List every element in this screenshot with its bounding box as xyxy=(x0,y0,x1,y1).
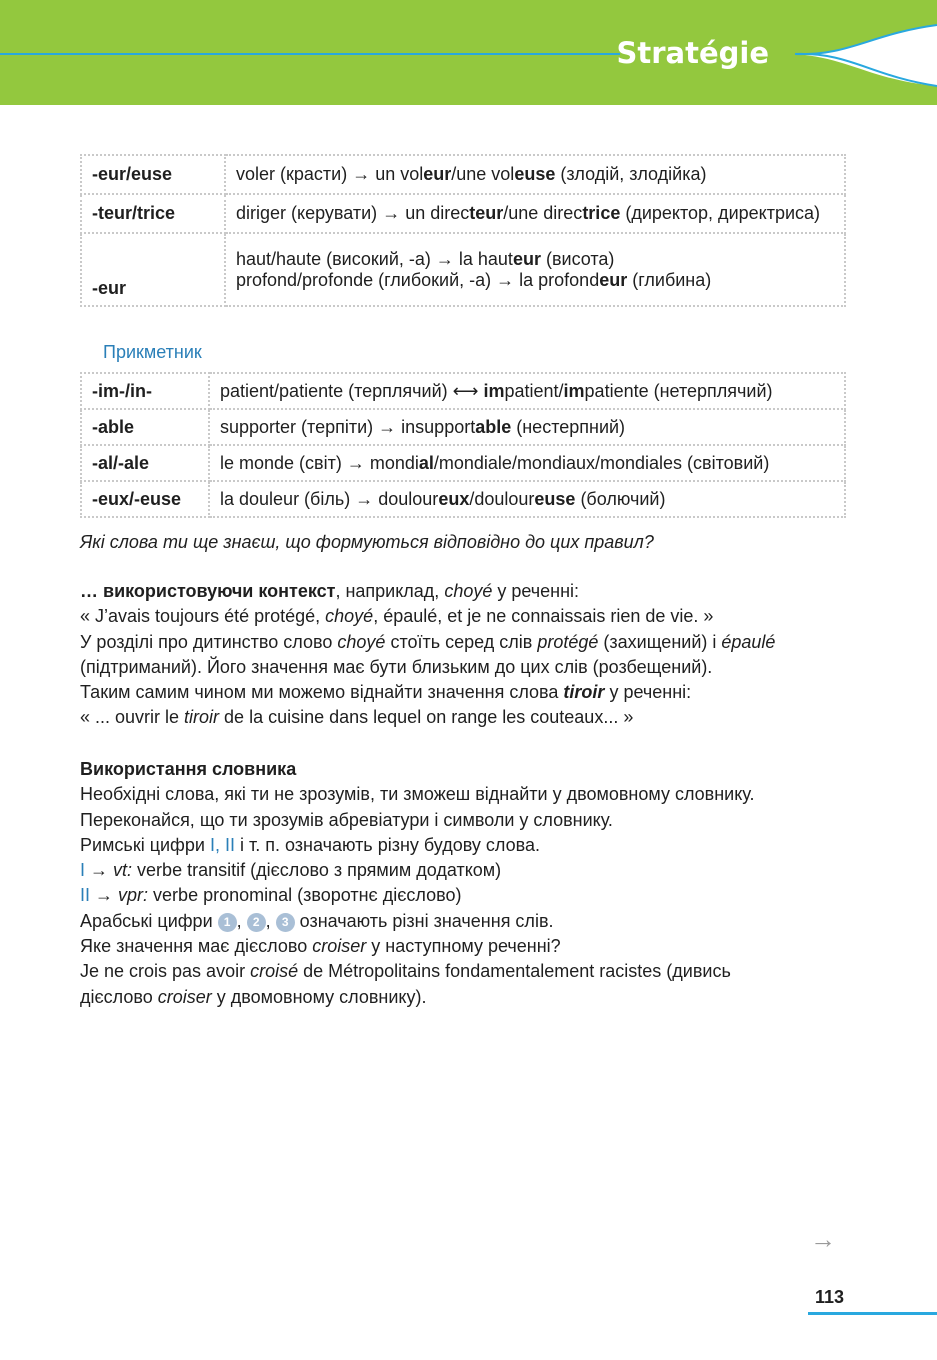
text-segment: croiser xyxy=(312,936,367,957)
header-banner xyxy=(0,0,937,105)
text-segment: le monde (світ) xyxy=(220,452,347,473)
suffix-cell: -eur xyxy=(81,233,225,306)
text-segment: diriger (керувати) xyxy=(236,203,383,223)
text-segment: → xyxy=(352,164,371,184)
suffix-cell: -eux/-euse xyxy=(81,481,209,517)
text-line xyxy=(80,934,860,959)
text-segment: → xyxy=(435,248,454,269)
example-cell xyxy=(209,373,845,409)
example-cell xyxy=(209,445,845,481)
text-segment: able xyxy=(475,416,512,437)
text-segment: im xyxy=(563,380,585,401)
text-segment: (підтриманий). Його значення має бути близьким до цих слів (розбещений). xyxy=(80,656,713,677)
text-segment: choyé xyxy=(325,606,374,627)
text-segment: Таким самим чином ми можемо віднайти значення слова xyxy=(80,682,564,703)
text-line xyxy=(220,417,834,438)
text-segment: Je ne crois pas avoir xyxy=(80,961,251,982)
text-segment: « J’avais toujours été protégé, xyxy=(80,606,326,627)
text-segment: eur xyxy=(423,164,452,184)
text-segment: (глибина) xyxy=(627,269,712,290)
text-segment: voler (красти) xyxy=(236,164,353,184)
text-segment: un direc xyxy=(400,203,470,223)
text-segment: euse xyxy=(534,488,576,509)
table-row xyxy=(81,481,845,517)
text-line xyxy=(80,705,860,730)
text-segment: /mondiale/mondiaux/mondiales (світовий) xyxy=(433,452,770,473)
text-segment: (болючий) xyxy=(575,488,666,509)
adjective-suffix-table xyxy=(80,372,846,518)
dictionary-section xyxy=(80,757,860,1010)
text-segment: insupport xyxy=(396,416,476,437)
text-segment: I xyxy=(80,860,86,881)
text-segment: стоїть серед слів xyxy=(385,631,538,652)
text-segment: verbe transitif (дієслово з прямим додатком) xyxy=(132,860,502,881)
text-segment: /une direc xyxy=(503,203,583,223)
text-segment: patient/patiente (терплячий) xyxy=(220,380,453,401)
text-segment: , xyxy=(236,910,247,931)
text-segment: (висота) xyxy=(540,248,615,269)
next-page-arrow-icon: → xyxy=(810,1224,836,1254)
text-segment: tiroir xyxy=(184,707,220,728)
table-row xyxy=(81,155,845,194)
example-cell xyxy=(225,233,845,306)
text-segment: (захищений) і xyxy=(598,631,722,652)
text-segment: /une vol xyxy=(451,164,515,184)
text-line xyxy=(80,833,860,858)
suffix-cell: -im-/in- xyxy=(81,373,209,409)
text-segment: haut/haute (високий, -а) xyxy=(236,248,436,269)
text-segment: → xyxy=(85,860,114,881)
number-circle-icon: 3 xyxy=(276,913,295,932)
example-cell xyxy=(225,194,845,233)
example-cell xyxy=(209,409,845,445)
text-segment: (нестерпний) xyxy=(511,416,626,437)
text-segment: « ... ouvrir le xyxy=(80,707,185,728)
text-segment: , xyxy=(265,910,276,931)
text-segment: (злодій, злодійка) xyxy=(555,164,707,184)
text-segment: → xyxy=(355,488,374,509)
text-segment: de Métropolitains fondamentalement racistes (дивись xyxy=(298,961,731,982)
text-segment: la profond xyxy=(514,269,600,290)
text-segment: Використання словника xyxy=(80,759,297,779)
text-segment: у реченні: xyxy=(604,682,692,703)
adjective-heading: Прикметник xyxy=(103,342,202,362)
example-cell xyxy=(209,481,845,517)
text-segment: (директор, директриса) xyxy=(620,203,821,223)
text-line xyxy=(80,985,860,1010)
example-cell xyxy=(225,155,845,194)
text-segment: дієслово xyxy=(80,986,158,1007)
suffix-cell: -eur/euse xyxy=(81,155,225,194)
text-segment: → xyxy=(378,416,397,437)
text-line xyxy=(80,883,860,908)
text-line xyxy=(80,630,860,655)
page-number-underline xyxy=(808,1312,937,1315)
text-segment: Переконайся, що ти зрозумів абревіатури і символи у словнику. xyxy=(80,809,613,830)
text-line xyxy=(80,782,860,807)
text-segment: eur xyxy=(512,248,541,269)
text-segment: mondi xyxy=(364,452,419,473)
text-line xyxy=(220,453,834,474)
text-segment: protégé xyxy=(537,631,599,652)
text-segment: teur xyxy=(469,203,504,223)
table-row xyxy=(81,233,845,306)
text-segment: la douleur (біль) xyxy=(220,488,356,509)
text-segment: I, II xyxy=(209,834,235,855)
text-segment: … використовуючи контекст xyxy=(80,581,336,601)
text-segment: supporter (терпіти) xyxy=(220,416,379,437)
text-segment: al xyxy=(418,452,434,473)
text-segment: у реченні: xyxy=(492,581,580,601)
text-line xyxy=(80,680,860,705)
text-line xyxy=(80,909,860,934)
text-segment: → xyxy=(90,885,119,906)
page-number: 113 xyxy=(815,1287,845,1307)
suffix-cell: -al/-ale xyxy=(81,445,209,481)
text-segment: doulour xyxy=(373,488,439,509)
text-line xyxy=(80,959,860,984)
text-segment: un vol xyxy=(370,164,424,184)
text-segment: vpr: xyxy=(118,885,149,906)
text-line xyxy=(220,489,834,510)
text-segment: , épaulé, et je ne connaissais rien de vie. » xyxy=(373,606,714,627)
noun-suffix-table xyxy=(80,154,846,307)
text-segment: У розділі про дитинство слово xyxy=(80,631,338,652)
text-segment: і т. п. означають різну будову слова. xyxy=(234,834,540,855)
text-line xyxy=(236,203,834,224)
text-segment: trice xyxy=(582,203,621,223)
text-segment: у двомовному словнику). xyxy=(211,986,427,1007)
text-line xyxy=(236,270,834,291)
text-segment: Римські цифри xyxy=(80,834,210,855)
text-segment: tiroir xyxy=(563,682,605,703)
text-line xyxy=(220,381,834,402)
text-segment: patiente (нетерплячий) xyxy=(584,380,773,401)
text-line xyxy=(80,604,860,629)
text-line xyxy=(80,808,860,833)
text-line xyxy=(80,579,860,604)
text-segment: im xyxy=(483,380,505,401)
table-row xyxy=(81,409,845,445)
text-segment: /doulour xyxy=(469,488,535,509)
header-title: Stratégie xyxy=(616,36,769,70)
question-text: Які слова ти ще знаєш, що формуються відповідно до цих правил? xyxy=(80,532,654,552)
text-segment: eur xyxy=(599,269,628,290)
text-segment: , наприклад, xyxy=(335,581,445,601)
text-line xyxy=(80,757,860,782)
context-section xyxy=(80,579,860,731)
text-segment: у наступному реченні? xyxy=(366,936,561,957)
suffix-cell: -teur/trice xyxy=(81,194,225,233)
text-segment: → xyxy=(382,203,401,223)
text-segment: vt: xyxy=(113,860,133,881)
text-segment: → xyxy=(346,452,365,473)
text-segment: épaulé xyxy=(721,631,776,652)
text-segment: Необхідні слова, які ти не зрозумів, ти зможеш віднайти у двомовному словнику. xyxy=(80,784,755,805)
text-line xyxy=(80,655,860,680)
suffix-cell: -able xyxy=(81,409,209,445)
text-segment: Яке значення має дієслово xyxy=(80,936,313,957)
table-row xyxy=(81,373,845,409)
text-segment: II xyxy=(80,885,91,906)
table-row xyxy=(81,445,845,481)
text-segment: profond/profonde (глибокий, -а) xyxy=(236,269,497,290)
text-segment: Арабські цифри xyxy=(80,910,218,931)
text-line xyxy=(236,249,834,270)
text-segment: de la cuisine dans lequel on range les couteaux... » xyxy=(219,707,634,728)
table-row xyxy=(81,194,845,233)
text-segment: → xyxy=(496,269,515,290)
text-segment: ⟷ xyxy=(452,380,479,401)
text-line xyxy=(236,164,834,185)
text-segment: croisé xyxy=(250,961,299,982)
text-segment: означають різні значення слів. xyxy=(294,910,554,931)
text-segment: la haut xyxy=(453,248,513,269)
text-segment: euse xyxy=(514,164,556,184)
text-segment: choyé xyxy=(444,581,493,601)
text-segment: verbe pronominal (зворотнє дієслово) xyxy=(148,885,462,906)
text-segment: patient/ xyxy=(504,380,564,401)
text-segment: croiser xyxy=(157,986,212,1007)
text-segment: choyé xyxy=(337,631,386,652)
number-circle-icon: 2 xyxy=(247,913,266,932)
number-circle-icon: 1 xyxy=(218,913,237,932)
text-segment: eux xyxy=(438,488,470,509)
text-line xyxy=(80,858,860,883)
